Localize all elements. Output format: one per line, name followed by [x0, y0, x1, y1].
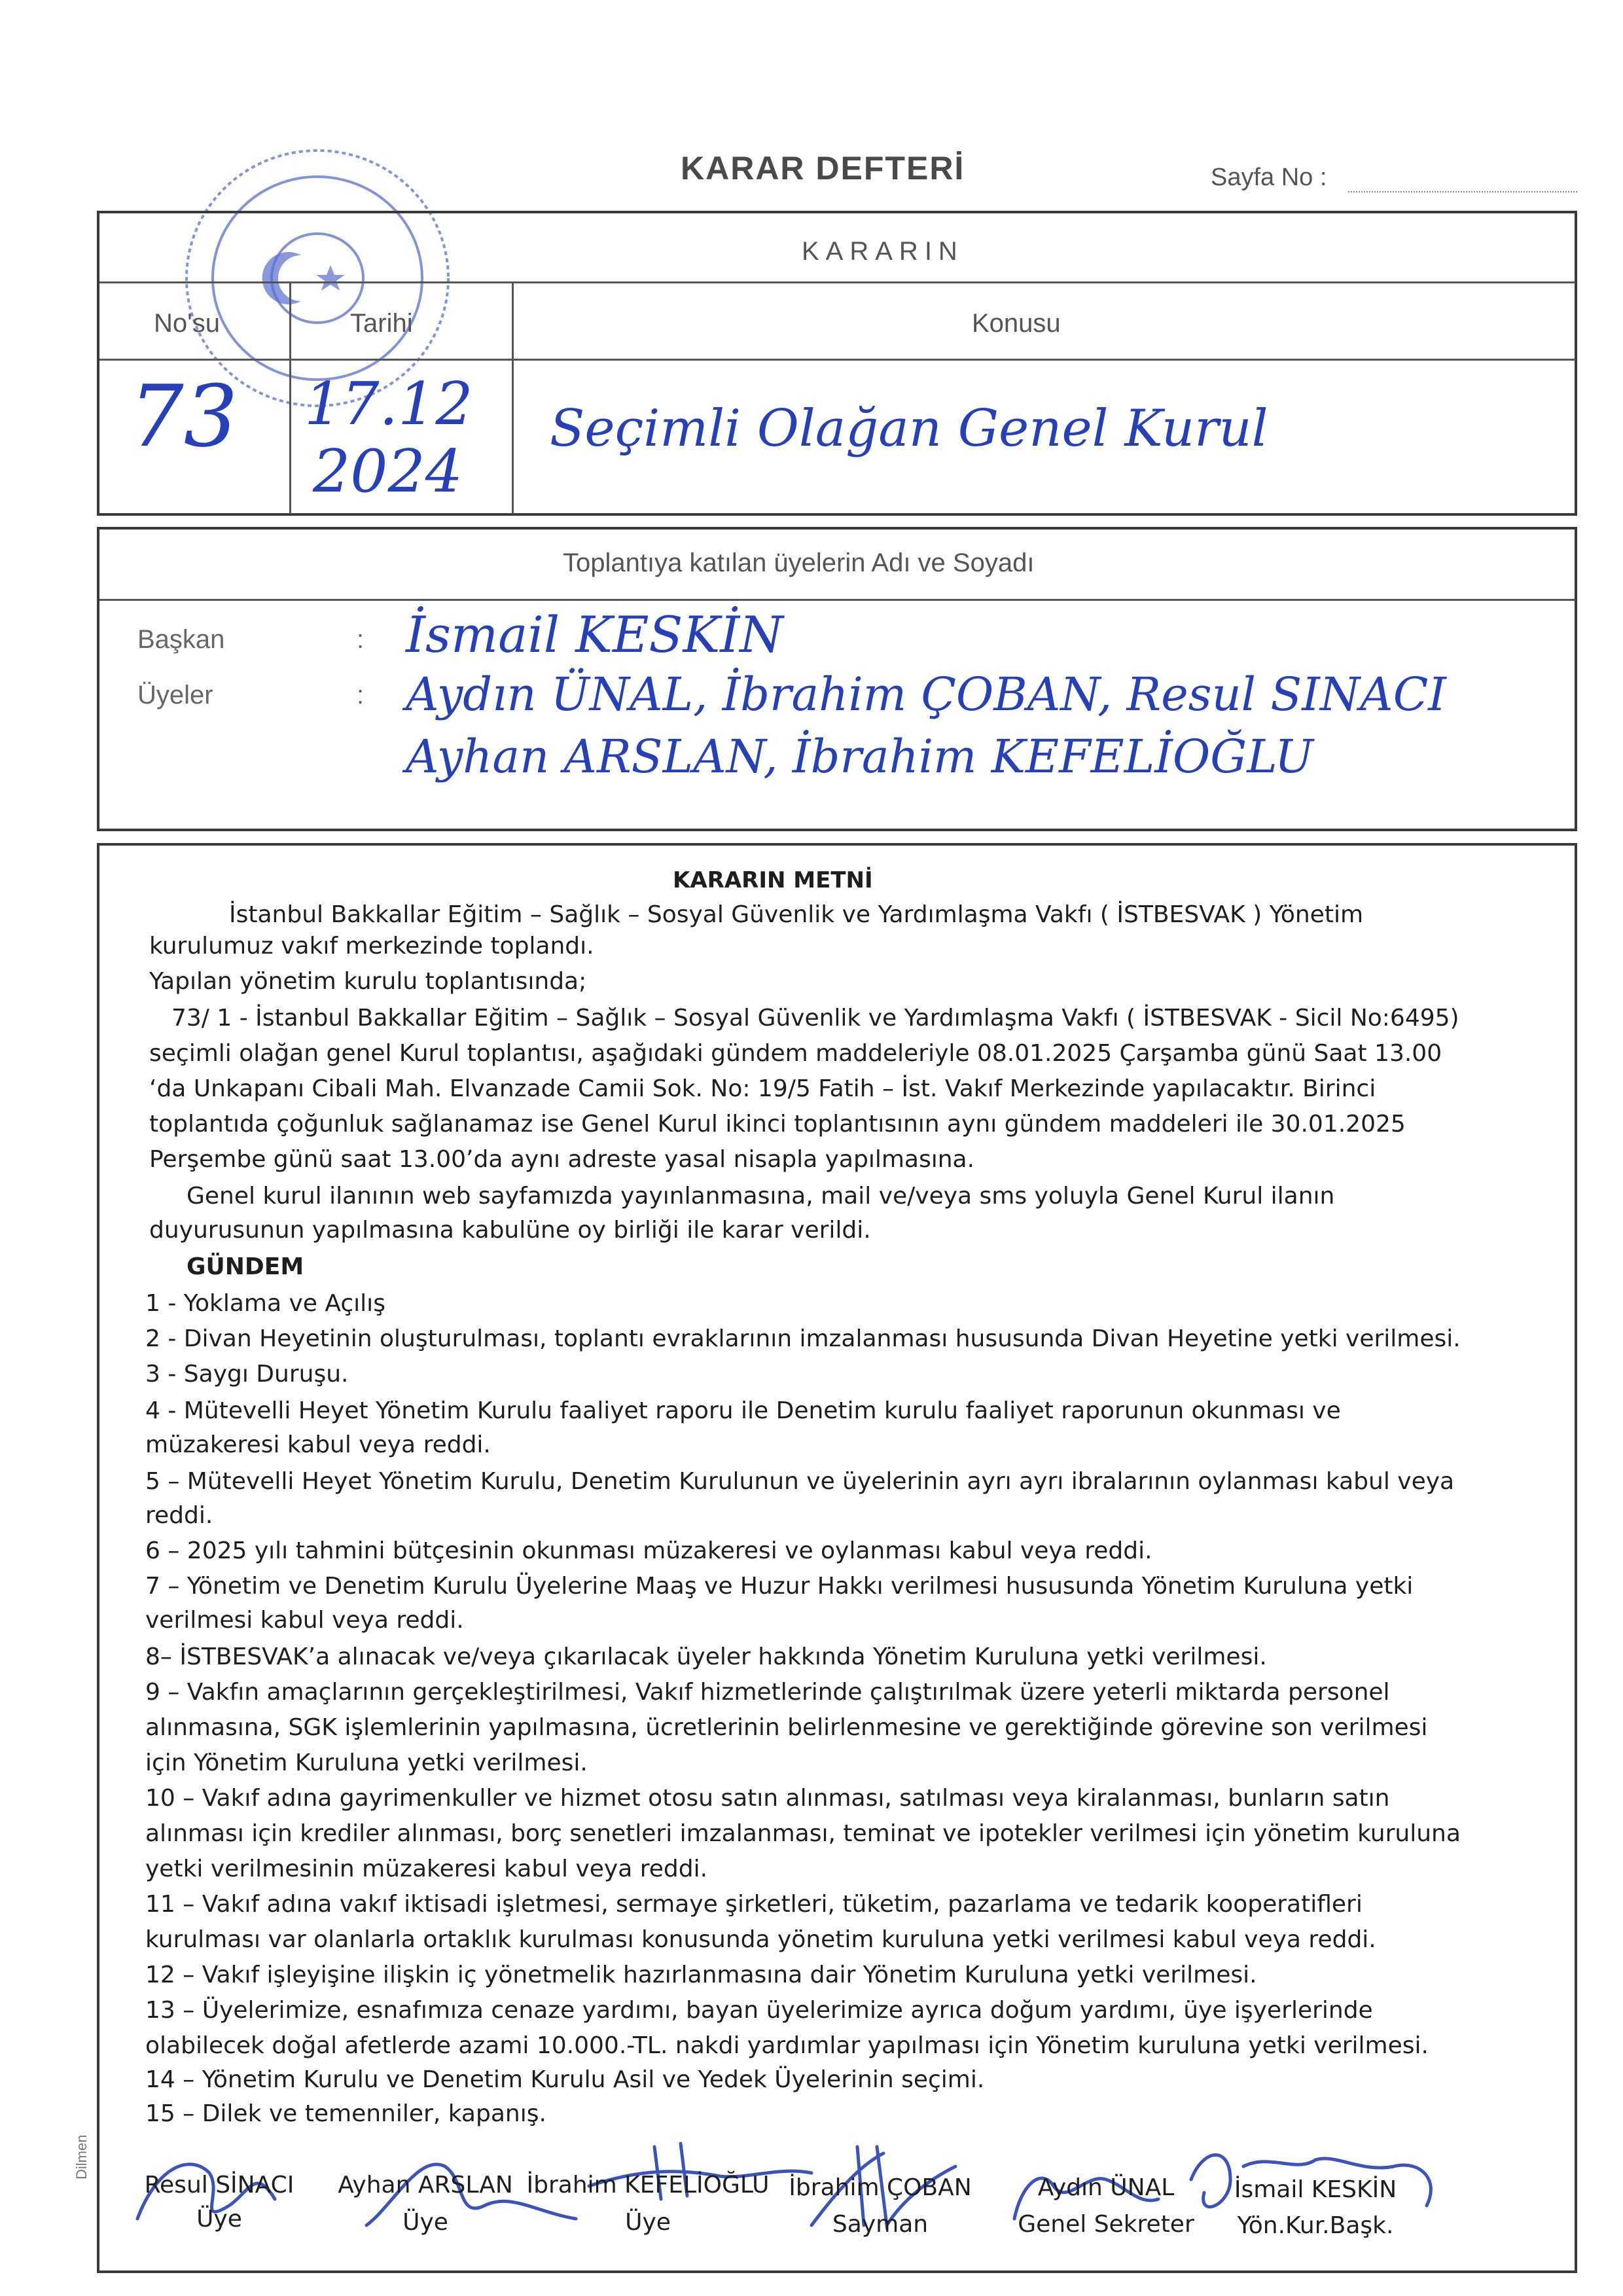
column-subject-header: Konusu: [972, 309, 1061, 338]
attendees-header: Toplantıya katılan üyelerin Adı ve Soyadı: [563, 548, 1035, 577]
agenda-item-2: 2 - Divan Heyetinin oluşturulması, toplantı evraklarının imzalanması hususunda Divan Heyetine yetki verilmesi.: [145, 1325, 1461, 1352]
signature-role-3: Üye: [625, 2209, 671, 2236]
decision-line-3: Yapılan yönetim kurulu toplantısında;: [149, 968, 587, 995]
decision-line-2: kurulumuz vakıf merkezinde toplandı.: [149, 933, 594, 960]
column-no-header: No'su: [154, 309, 221, 338]
members-line-2: Ayhan ARSLAN, İbrahim KEFELİOĞLU: [406, 730, 1313, 783]
agenda-item-5a: 5 – Mütevelli Heyet Yönetim Kurulu, Denetim Kurulunun ve üyelerinin ayrı ayrı ibralarının oylanması kabul veya: [145, 1468, 1455, 1495]
decision-line-5: seçimli olağan genel Kurul toplantısı, aşağıdaki gündem maddeleriyle 08.01.2025 Çarşamba günü Saat 13.00: [149, 1040, 1442, 1067]
members-label: Üyeler: [137, 681, 213, 709]
agenda-item-11b: kurulması var olanlarla ortaklık kurulması konusunda yönetim kuruluna yetki verilmesi kabul veya reddi.: [145, 1926, 1376, 1953]
agenda-item-10c: yetki verilmesinin müzakeresi kabul veya reddi.: [145, 1856, 708, 1882]
agenda-item-12: 12 – Vakıf işleyişine ilişkin iç yönetmelik hazırlanmasına dair Yönetim Kuruluna yetki verilmesi.: [145, 1962, 1257, 1988]
agenda-item-9c: için Yönetim Kuruluna yetki verilmesi.: [145, 1749, 588, 1776]
agenda-item-1: 1 - Yoklama ve Açılış: [145, 1290, 385, 1317]
side-mark: Dilmen: [73, 2134, 90, 2179]
decision-line-6: ‘da Unkapanı Cibali Mah. Elvanzade Camii Sok. No: 19/5 Fatih – İst. Vakıf Merkezinde yapılacaktır. Birinci: [149, 1075, 1376, 1102]
agenda-item-6: 6 – 2025 yılı tahmini bütçesinin okunması müzakeresi ve oylanması kabul veya reddi.: [145, 1537, 1152, 1564]
signature-role-4: Sayman: [832, 2211, 929, 2238]
decision-line-10: duyurusunun yapılmasına kabulüne oy birliği ile karar verildi.: [149, 1217, 871, 1244]
signature-role-6: Yön.Kur.Başk.: [1237, 2212, 1394, 2239]
agenda-item-15: 15 – Dilek ve temenniler, kapanış.: [145, 2100, 546, 2127]
decision-text-heading: KARARIN METNİ: [673, 867, 873, 893]
agenda-item-5b: reddi.: [145, 1502, 213, 1529]
signature-name-1: Resul SİNACI: [144, 2172, 294, 2198]
agenda-item-8: 8– İSTBESVAK’a alınacak ve/veya çıkarılacak üyeler hakkında Yönetim Kuruluna yetki verilmesi.: [145, 1643, 1267, 1670]
document-title: KARAR DEFTERİ: [681, 150, 965, 187]
agenda-item-11a: 11 – Vakıf adına vakıf iktisadi işletmesi, sermaye şirketleri, tüketim, pazarlama ve tedarik kooperatifleri: [145, 1891, 1363, 1918]
signature-role-5: Genel Sekreter: [1018, 2211, 1194, 2238]
decision-line-7: toplantıda çoğunluk sağlanamaz ise Genel Kurul ikinci toplantısının aynı gündem maddeleri ile 30.01.2025: [149, 1111, 1406, 1138]
decision-date-day: 17.12: [304, 370, 473, 439]
signature-name-2: Ayhan ARSLAN: [338, 2172, 513, 2198]
chair-colon: :: [357, 625, 365, 654]
agenda-item-10a: 10 – Vakıf adına gayrimenkuller ve hizmet otosu satın alınması, satılması veya kiralanması, bunların satın: [145, 1785, 1390, 1812]
signature-role-2: Üye: [402, 2209, 448, 2236]
decision-line-4: 73/ 1 - İstanbul Bakkallar Eğitim – Sağlık – Sosyal Güvenlik ve Yardımlaşma Vakfı ( İSTBESVAK - Sicil No:6495): [171, 1005, 1459, 1031]
decision-line-9: Genel kurul ilanının web sayfamızda yayınlanmasına, mail ve/veya sms yoluyla Genel Kurul ilanın: [187, 1183, 1335, 1210]
agenda-item-3: 3 - Saygı Duruşu.: [145, 1361, 349, 1388]
table-group-header: KARARIN: [802, 237, 964, 266]
decision-line-1: İstanbul Bakkallar Eğitim – Sağlık – Sosyal Güvenlik ve Yardımlaşma Vakfı ( İSTBESVAK ) Yönetim: [229, 901, 1364, 928]
decision-date-year: 2024: [313, 437, 463, 506]
agenda-heading: GÜNDEM: [187, 1253, 304, 1280]
chair-name: İsmail KESKİN: [406, 605, 783, 664]
signature-name-6: İsmail KESKİN: [1234, 2176, 1397, 2203]
agenda-item-9b: alınmasına, SGK işlemlerinin yapılmasına, ücretlerinin belirlenmesine ve gerektiğinde görevine son verilmesi: [145, 1714, 1428, 1741]
members-line-1: Aydın ÜNAL, İbrahim ÇOBAN, Resul SINACI: [406, 668, 1446, 721]
agenda-item-10b: alınması için krediler alınması, borç senetleri imzalanması, teminat ve ipotekler verilmesi için yönetim kuruluna: [145, 1820, 1461, 1847]
signature-name-3: İbrahim KEFELİOĞLU: [526, 2172, 770, 2198]
agenda-item-7b: verilmesi kabul veya reddi.: [145, 1607, 464, 1634]
page-number-line: [1348, 191, 1577, 192]
decision-number: 73: [130, 367, 238, 466]
agenda-item-7a: 7 – Yönetim ve Denetim Kurulu Üyelerine Maaş ve Huzur Hakkı verilmesi hususunda Yönetim Kuruluna yetki: [145, 1573, 1414, 1600]
page-number-label: Sayfa No :: [1211, 164, 1327, 191]
agenda-item-14: 14 – Yönetim Kurulu ve Denetim Kurulu Asil ve Yedek Üyelerinin seçimi.: [145, 2066, 985, 2093]
chair-label: Başkan: [137, 625, 225, 654]
decision-subject: Seçimli Olağan Genel Kurul: [550, 399, 1268, 458]
signature-name-4: İbrahim ÇOBAN: [789, 2174, 972, 2201]
agenda-item-4a: 4 - Mütevelli Heyet Yönetim Kurulu faaliyet raporu ile Denetim kurulu faaliyet raporunun okunması ve: [145, 1397, 1341, 1424]
signature-name-5: Aydın ÜNAL: [1037, 2174, 1175, 2201]
decision-line-8: Perşembe günü saat 13.00’da aynı adreste yasal nisapla yapılmasına.: [149, 1146, 975, 1173]
signature-role-1: Üye: [196, 2206, 242, 2233]
members-colon: :: [357, 681, 365, 709]
agenda-item-13b: olabilecek doğal afetlerde azami 10.000.-TL. nakdi yardımlar yapılması için Yönetim kuruluna yetki verilmesi.: [145, 2032, 1429, 2059]
column-date-header: Tarihi: [350, 309, 413, 338]
agenda-item-9a: 9 – Vakfın amaçlarının gerçekleştirilmesi, Vakıf hizmetlerinde çalıştırılmak üzere yeterli miktarda personel: [145, 1679, 1390, 1706]
agenda-item-4b: müzakeresi kabul veya reddi.: [145, 1431, 491, 1458]
agenda-item-13a: 13 – Üyelerimize, esnafımıza cenaze yardımı, bayan üyelerimize ayrıca doğum yardımı, üye işyerlerinde: [145, 1997, 1373, 2024]
